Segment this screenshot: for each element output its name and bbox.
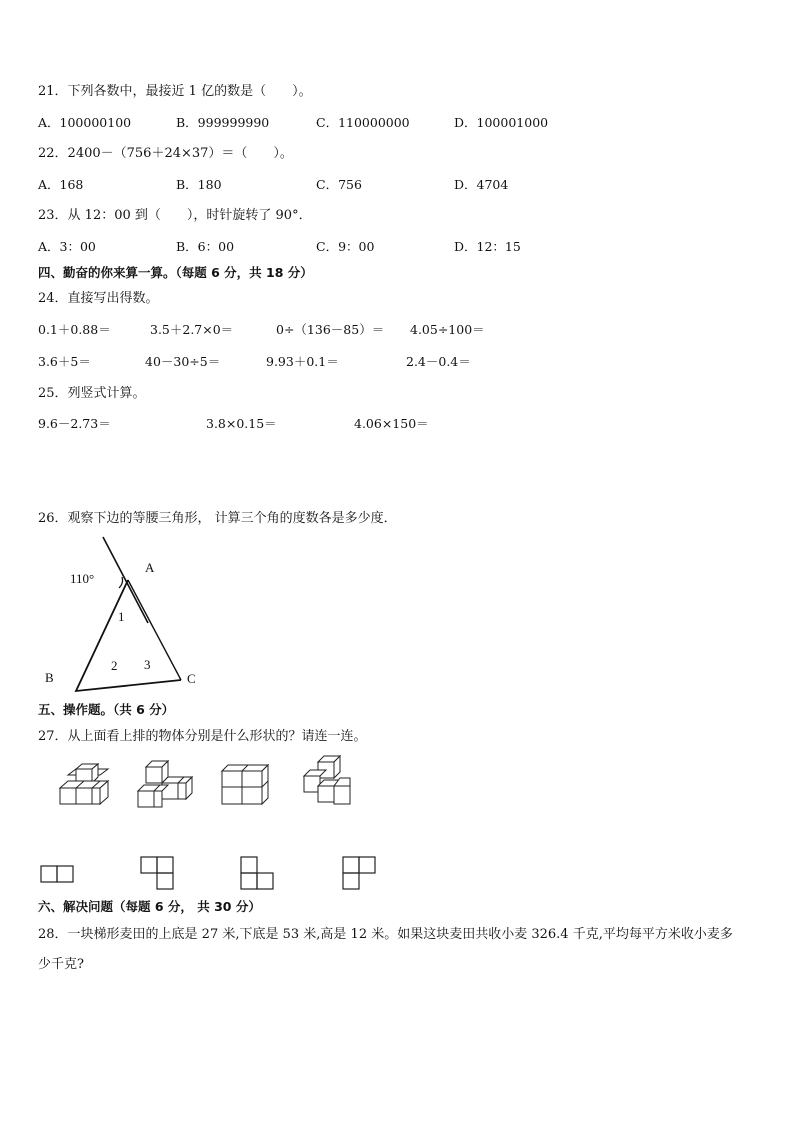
q24-item-6: 40－30÷5＝ <box>145 354 221 369</box>
q21-stem: 21．下列各数中，最接近 1 亿的数是（ ）。 <box>38 84 312 99</box>
q21-option-c: C．110000000 <box>316 115 410 130</box>
angle-110-label: 110° <box>70 571 95 586</box>
section-6-title: 六、解决问题（每题 6 分， 共 30 分） <box>38 899 261 914</box>
q21-option-a: A．100000100 <box>38 115 132 130</box>
top-view-a <box>41 866 73 882</box>
q21-option-d: D．100001000 <box>454 115 549 130</box>
vertex-b-label: B <box>45 670 54 685</box>
q25-item-3: 4.06×150＝ <box>354 416 429 431</box>
q24-item-4: 4.05÷100＝ <box>410 322 485 337</box>
q25-item-1: 9.6－2.73＝ <box>38 416 111 431</box>
q24-item-2: 3.5＋2.7×0＝ <box>150 322 234 337</box>
q24-item-1: 0.1＋0.88＝ <box>38 322 111 337</box>
q24-item-5: 3.6＋5＝ <box>38 354 91 369</box>
q24-item-8: 2.4－0.4＝ <box>406 354 471 369</box>
q25-stem: 25．列竖式计算。 <box>38 386 146 401</box>
angle-2-label: 2 <box>111 658 118 673</box>
q23-option-b: B．6：00 <box>176 239 235 254</box>
q24-item-3: 0÷（136－85）＝ <box>276 322 385 337</box>
section-4-title: 四、勤奋的你来算一算。（每题 6 分，共 18 分） <box>38 265 313 280</box>
q23-option-d: D．12：15 <box>454 239 521 254</box>
object-1 <box>60 764 108 804</box>
section-5-title: 五、操作题。（共 6 分） <box>38 702 175 717</box>
q23-option-c: C．9：00 <box>316 239 375 254</box>
top-view-c <box>241 857 273 889</box>
angle-3-label: 3 <box>144 657 151 672</box>
vertex-c-label: C <box>187 671 196 686</box>
angle-1-label: 1 <box>118 609 125 624</box>
q21-option-b: B．999999990 <box>176 115 270 130</box>
q22-option-d: D．4704 <box>454 177 509 192</box>
q25-item-2: 3.8×0.15＝ <box>206 416 277 431</box>
q23-option-a: A．3：00 <box>38 239 96 254</box>
q24-item-7: 9.93＋0.1＝ <box>266 354 339 369</box>
q22-stem: 22．2400－（756＋24×37）＝（ ）。 <box>38 146 293 161</box>
q28-line-2: 少千克? <box>38 957 84 972</box>
top-view-d <box>343 857 375 889</box>
top-view-b <box>141 857 173 889</box>
object-2 <box>138 761 192 807</box>
vertex-a-label: A <box>145 560 155 575</box>
q23-stem: 23．从 12：00 到（ ），时针旋转了 90°． <box>38 208 312 223</box>
q22-option-c: C．756 <box>316 177 362 192</box>
q24-stem: 24．直接写出得数。 <box>38 291 159 306</box>
q28-line-1: 28．一块梯形麦田的上底是 27 米,下底是 53 米,高是 12 米。如果这块麦田共收小麦 326.4 千克,平均每平方米收小麦多 <box>38 927 733 942</box>
q27-stem: 27．从上面看上排的物体分别是什么形状的？请连一连。 <box>38 729 367 744</box>
object-3 <box>222 765 268 804</box>
q22-option-a: A．168 <box>38 177 84 192</box>
object-4 <box>304 756 350 804</box>
q26-stem: 26．观察下边的等腰三角形， 计算三个角的度数各是多少度． <box>38 511 397 526</box>
q22-option-b: B．180 <box>176 177 222 192</box>
